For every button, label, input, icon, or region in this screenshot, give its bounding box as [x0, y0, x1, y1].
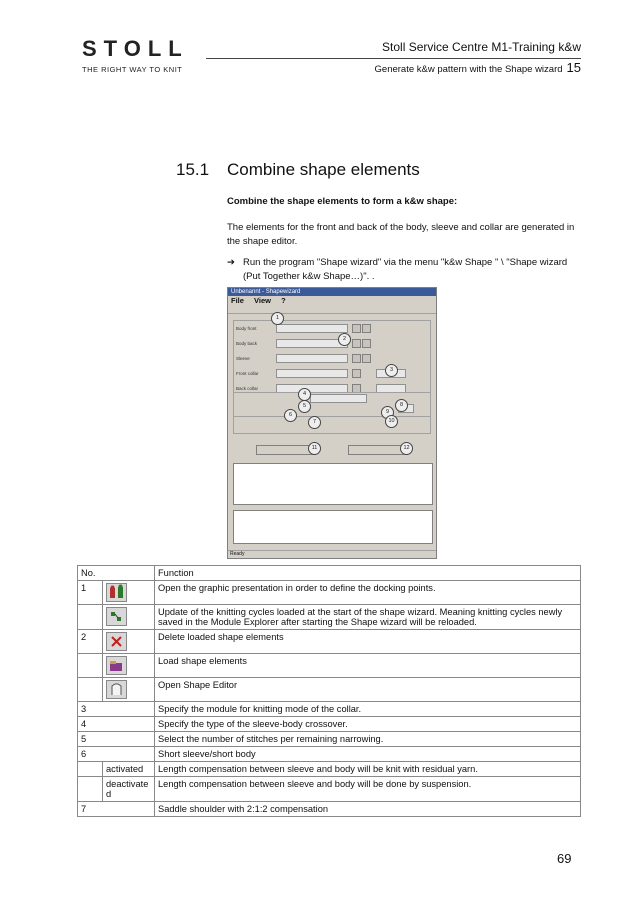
row-number: 1	[78, 581, 103, 605]
load-button[interactable]	[352, 369, 361, 378]
editor-button[interactable]	[362, 324, 371, 333]
table-row	[78, 762, 581, 777]
table-row	[78, 717, 581, 732]
docking-points-icon	[106, 583, 127, 602]
row-number: 7	[78, 802, 155, 817]
row-function: Saddle shoulder with 2:1:2 compensation	[155, 802, 581, 817]
row-icon-cell	[103, 654, 155, 678]
row-label: Body back	[236, 341, 258, 346]
crossover-type-select[interactable]	[310, 394, 367, 403]
editor-button[interactable]	[362, 354, 371, 363]
stoll-logo: STOLL	[82, 36, 189, 61]
table-row	[78, 802, 581, 817]
row-number	[78, 605, 103, 630]
table-row	[78, 732, 581, 747]
table-row	[78, 654, 581, 678]
shape-editor-icon	[106, 680, 127, 699]
row-function: Short sleeve/short body	[155, 747, 581, 762]
function-table	[77, 565, 581, 817]
page-number: 69	[557, 851, 572, 866]
message-area	[233, 463, 433, 505]
row-icon-cell	[103, 605, 155, 630]
status-bar: Ready	[228, 550, 437, 558]
table-row	[78, 678, 581, 702]
callout-6: 6	[284, 409, 297, 422]
lead-text: Combine the shape elements to form a k&w shape:	[227, 196, 458, 207]
header-title: Stoll Service Centre M1-Training k&w	[382, 40, 581, 54]
row-label: Body front	[236, 326, 257, 331]
load-button[interactable]	[352, 324, 361, 333]
row-icon-cell	[103, 630, 155, 654]
callout-9: 9	[381, 406, 394, 419]
chapter-number: 15	[566, 60, 581, 75]
row-sub-label: deactivated	[103, 777, 155, 802]
shapewizard-screenshot	[227, 287, 437, 559]
section-number: 15.1	[176, 160, 210, 179]
menu-view[interactable]: View	[254, 296, 271, 305]
toolbar	[228, 305, 436, 314]
callout-3: 3	[385, 364, 398, 377]
intro-paragraph: The elements for the front and back of the body, sleeve and collar are generated in the shape editor.	[227, 222, 575, 247]
window-title: Unbenannt - Shapewizard	[228, 288, 436, 296]
row-function: Specify the module for knitting mode of the collar.	[155, 702, 581, 717]
table-row	[78, 605, 581, 630]
callout-11: 11	[308, 442, 321, 455]
row-number	[78, 777, 103, 802]
callout-4: 4	[298, 388, 311, 401]
row-function: Delete loaded shape elements	[155, 630, 581, 654]
row-sub-label: activated	[103, 762, 155, 777]
callout-2: 2	[338, 333, 351, 346]
instruction-text: Run the program "Shape wizard" via the menu "k&w Shape " \ "Shape wizard (Put Together k&w Shape…)". .	[243, 257, 568, 282]
header-subtitle	[375, 60, 581, 75]
row-function: Specify the type of the sleeve-body crossover.	[155, 717, 581, 732]
instruction-step	[227, 256, 582, 284]
menu-file[interactable]: File	[231, 296, 244, 305]
header-function: Function	[155, 566, 581, 581]
output-area	[233, 510, 433, 544]
row-function: Open the graphic presentation in order to define the docking points.	[155, 581, 581, 605]
row-number: 5	[78, 732, 155, 747]
logo-tagline: THE RIGHT WAY TO KNIT	[82, 65, 183, 74]
row-function: Update of the knitting cycles loaded at the start of the shape wizard. Meaning knitting cycles newly saved in the Module Explorer after starting the Shape wizard will be reloaded.	[155, 605, 581, 630]
header-subtitle-text: Generate k&w pattern with the Shape wizard	[374, 64, 563, 75]
row-function: Open Shape Editor	[155, 678, 581, 702]
row-number: 3	[78, 702, 155, 717]
row-label: Front collar	[236, 371, 259, 376]
load-button[interactable]	[352, 354, 361, 363]
define-docking-button[interactable]	[256, 445, 316, 455]
table-row	[78, 630, 581, 654]
callout-10: 10	[385, 415, 398, 428]
table-row	[78, 777, 581, 802]
sleeve-field[interactable]	[276, 354, 348, 363]
row-number: 6	[78, 747, 155, 762]
row-number: 4	[78, 717, 155, 732]
header-rule	[206, 58, 581, 59]
row-number	[78, 762, 103, 777]
menu-help[interactable]: ?	[281, 296, 286, 305]
menu-bar	[228, 296, 436, 305]
row-label: Sleeve	[236, 356, 250, 361]
callout-1: 1	[271, 312, 284, 325]
table-row	[78, 747, 581, 762]
row-function: Length compensation between sleeve and body will be done by suspension.	[155, 777, 581, 802]
callout-8: 8	[395, 399, 408, 412]
callout-5: 5	[298, 400, 311, 413]
row-number	[78, 678, 103, 702]
load-button[interactable]	[352, 339, 361, 348]
table-row	[78, 702, 581, 717]
row-number: 2	[78, 630, 103, 654]
body-front-field[interactable]	[276, 324, 348, 333]
front-collar-field[interactable]	[276, 369, 348, 378]
arrow-icon: ➔	[227, 257, 235, 268]
callout-7: 7	[308, 416, 321, 429]
row-function: Select the number of stitches per remaining narrowing.	[155, 732, 581, 747]
update-cycles-icon	[106, 607, 127, 626]
section-title: Combine shape elements	[227, 160, 420, 179]
row-icon-cell	[103, 678, 155, 702]
row-function: Length compensation between sleeve and body will be knit with residual yarn.	[155, 762, 581, 777]
editor-button[interactable]	[362, 339, 371, 348]
callout-12: 12	[400, 442, 413, 455]
load-folder-icon	[106, 656, 127, 675]
create-button[interactable]	[348, 445, 408, 455]
table-row	[78, 581, 581, 605]
header-no: No.	[78, 566, 155, 581]
row-icon-cell	[103, 581, 155, 605]
row-number	[78, 654, 103, 678]
row-label: Back collar	[236, 386, 259, 391]
delete-icon	[106, 632, 127, 651]
table-header-row	[78, 566, 581, 581]
row-function: Load shape elements	[155, 654, 581, 678]
